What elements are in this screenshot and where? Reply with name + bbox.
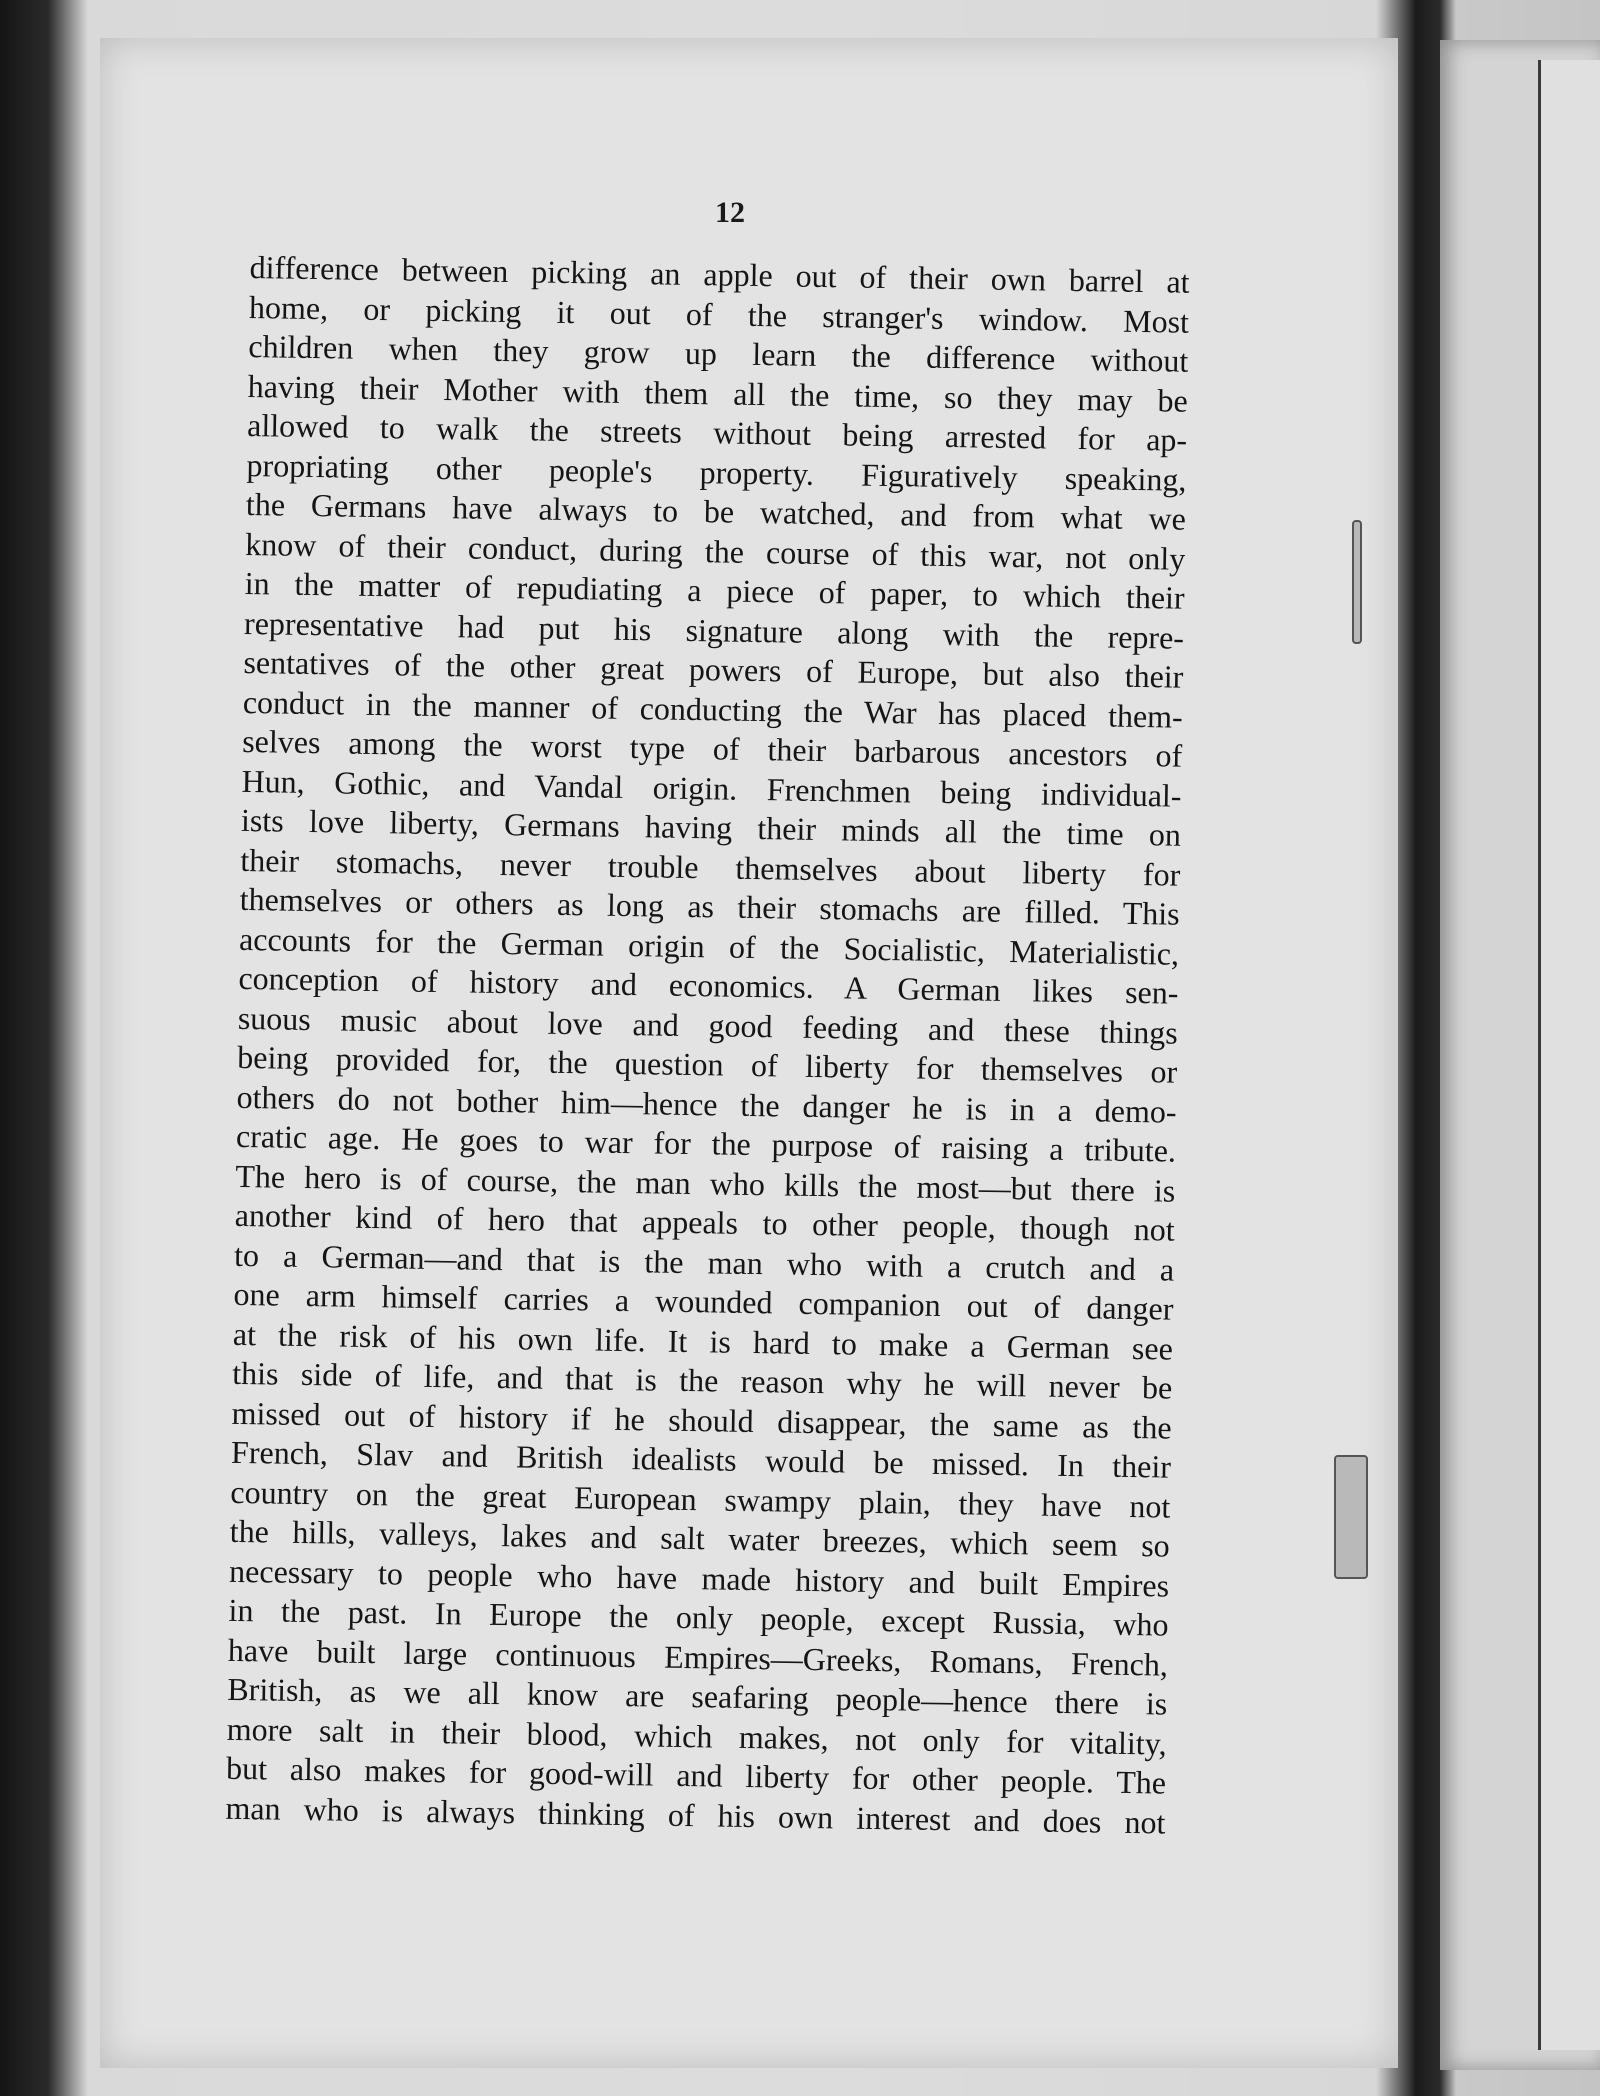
text-line: others do not bother him—hence the danger he is in a demo- <box>236 1078 1177 1130</box>
text-line: selves among the worst type of their barbarous ancestors of <box>241 722 1183 774</box>
text-line: know of their conduct, during the course of this war, not only <box>245 525 1186 577</box>
text-line: another kind of hero that appeals to other people, though not <box>234 1196 1175 1248</box>
body-text <box>225 248 1190 1843</box>
text-line: have built large continuous Empires—Greeks, Romans, French, <box>227 1631 1169 1683</box>
text-line: being provided for, the question of liberty for themselves or <box>237 1038 1178 1090</box>
text-line: missed out of history if he should disappear, the same as the <box>231 1394 1172 1446</box>
text-line: accounts for the German origin of the Socialistic, Materialistic, <box>238 920 1180 972</box>
text-line: sentatives of the other great powers of Europe, but also their <box>243 643 1184 695</box>
text-line: more salt in their blood, which makes, not only for vitality, <box>226 1710 1167 1762</box>
text-line: having their Mother with them all the time, so they may be <box>247 367 1189 419</box>
text-line: but also makes for good-will and liberty for other people. The <box>225 1749 1167 1801</box>
text-line: conduct in the manner of conducting the War has placed them- <box>242 683 1184 735</box>
binding-clip-upper <box>1352 520 1362 644</box>
text-line: country on the great European swampy plain, they have not <box>230 1473 1171 1525</box>
text-line: cratic age. He goes to war for the purpose of raising a tribute. <box>235 1117 1177 1169</box>
facing-page-inner <box>1538 60 1600 2050</box>
text-line: allowed to walk the streets without being arrested for ap- <box>246 406 1188 458</box>
text-line: one arm himself carries a wounded companion out of danger <box>233 1275 1174 1327</box>
text-line: French, Slav and British idealists would be missed. In their <box>230 1433 1172 1485</box>
text-line: at the risk of his own life. It is hard to make a German see <box>232 1315 1174 1367</box>
text-line: in the matter of repudiating a piece of paper, to which their <box>244 564 1185 616</box>
text-line: difference between picking an apple out of their own barrel at <box>249 248 1190 300</box>
text-line: ists love liberty, Germans having their minds all the time on <box>240 801 1182 853</box>
text-line: the hills, valleys, lakes and salt water breezes, which seem so <box>229 1512 1171 1564</box>
text-line: their stomachs, never trouble themselves about liberty for <box>240 841 1181 893</box>
text-line: themselves or others as long as their stomachs are filled. This <box>239 880 1180 932</box>
page-number: 12 <box>715 196 745 229</box>
text-line: this side of life, and that is the reason why he will never be <box>232 1354 1173 1406</box>
text-line: children when they grow up learn the difference without <box>248 327 1189 379</box>
text-line: the Germans have always to be watched, and from what we <box>245 485 1187 537</box>
text-line: in the past. In Europe the only people, except Russia, who <box>228 1591 1169 1643</box>
text-line: home, or picking it out of the stranger's window. Most <box>248 288 1190 340</box>
text-line: British, as we all know are seafaring people—hence there is <box>227 1670 1168 1722</box>
text-line: necessary to people who have made history and built Empires <box>228 1552 1170 1604</box>
text-line: suous music about love and good feeding and these things <box>237 999 1179 1051</box>
text-line: to a German—and that is the man who with a crutch and a <box>233 1236 1175 1288</box>
text-line: conception of history and economics. A German likes sen- <box>238 959 1179 1011</box>
binding-clip-lower <box>1334 1455 1368 1579</box>
text-line: representative had put his signature along with the repre- <box>243 604 1185 656</box>
text-line: Hun, Gothic, and Vandal origin. Frenchmen being individual- <box>241 762 1182 814</box>
text-line: The hero is of course, the man who kills the most—but there is <box>235 1157 1176 1209</box>
text-line: man who is always thinking of his own interest and does not <box>225 1789 1166 1841</box>
text-line: propriating other people's property. Figuratively speaking, <box>246 446 1187 498</box>
